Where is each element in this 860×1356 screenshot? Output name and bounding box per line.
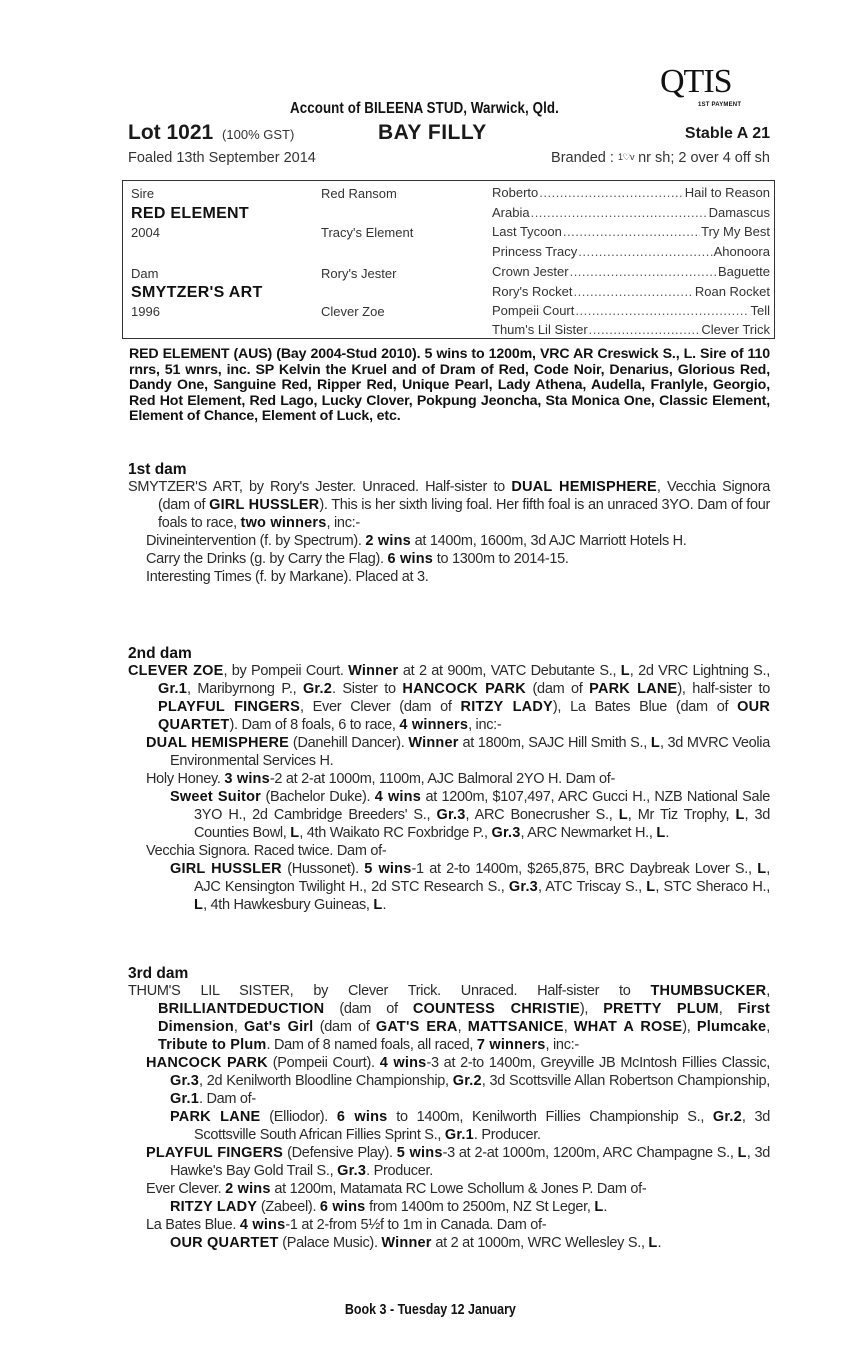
text: . xyxy=(382,897,387,913)
grandparent-row xyxy=(492,303,770,319)
text: , AJC Kensington Twilight H., 2d STC Research S., xyxy=(194,861,770,895)
text: at 1200m, Matamata RC Lowe Schollum & Jones P. Dam of- xyxy=(270,1181,647,1197)
gp-right: Try My Best xyxy=(701,224,770,239)
bold-text: WHAT A ROSE xyxy=(573,1019,683,1035)
text: . Sister to xyxy=(331,681,403,697)
section-heading: 2nd dam xyxy=(128,645,192,662)
bold-text: L xyxy=(735,807,745,823)
text: -3 at 2-to 1400m, Greyville JB McIntosh Fillies Classic, xyxy=(426,1055,770,1071)
first-dam-section xyxy=(128,462,770,586)
bold-text: L xyxy=(757,861,767,877)
leader-dots xyxy=(531,205,708,221)
text: (Hussonet). xyxy=(281,861,365,877)
sire-label: Sire xyxy=(131,186,155,201)
pedigree-paragraph xyxy=(146,550,770,568)
pedigree-paragraph xyxy=(128,982,770,1054)
sire-sire: Red Ransom xyxy=(321,186,397,201)
bold-text: PRETTY PLUM xyxy=(603,1001,719,1017)
vendor-account: Account of BILEENA STUD, Warwick, Qld. xyxy=(290,100,559,117)
pedigree-paragraph xyxy=(170,860,770,914)
text: ), xyxy=(682,1019,697,1035)
text: at 1800m, SAJC Hill Smith S., xyxy=(458,735,651,751)
bold-text: Sweet Suitor xyxy=(170,789,261,805)
qtis-logo xyxy=(660,63,760,112)
bold-text: L xyxy=(618,807,628,823)
bold-text: BRILLIANTDEDUCTION xyxy=(158,1001,325,1017)
text: , Maribyrnong P., xyxy=(187,681,303,697)
text: , Mr Tiz Trophy, xyxy=(627,807,736,823)
text: , 2d VRC Lightning S., xyxy=(629,663,770,679)
text: . xyxy=(603,1199,608,1215)
stable-location: Stable A 21 xyxy=(684,125,770,142)
pedigree-paragraph xyxy=(146,1144,770,1180)
bold-text: two winners xyxy=(240,515,327,531)
text: Interesting Times (f. by Markane). Placed at 3. xyxy=(146,569,429,585)
gp-left: Crown Jester xyxy=(492,264,569,279)
text: from 1400m to 2500m, NZ St Leger, xyxy=(365,1199,595,1215)
bold-text: 7 winners xyxy=(476,1037,546,1053)
text: ), La Bates Blue (dam of xyxy=(552,699,738,715)
text: , 2d Kenilworth Bloodline Championship, xyxy=(199,1073,453,1089)
text: , xyxy=(766,1019,770,1035)
text: , 3d Scottsville Allan Robertson Championship, xyxy=(481,1073,770,1089)
dam-sire: Rory's Jester xyxy=(321,266,397,281)
text: La Bates Blue. xyxy=(146,1217,240,1233)
pedigree-paragraph xyxy=(170,788,771,842)
bold-text: L xyxy=(737,1145,747,1161)
text: (Danehill Dancer). xyxy=(289,735,409,751)
bold-text: Gr.2 xyxy=(452,1073,482,1089)
brand-mark-icon: 1♡v xyxy=(617,152,635,162)
bold-text: 5 wins xyxy=(396,1145,443,1161)
qtis-logo-subtext: 1ST PAYMENT xyxy=(698,102,742,108)
branded-detail: nr sh; 2 over 4 off sh xyxy=(638,150,770,166)
second-dam-section xyxy=(128,646,770,914)
bold-text: 4 winners xyxy=(399,717,469,733)
bold-text: HANCOCK PARK xyxy=(146,1055,268,1071)
text: (dam of xyxy=(324,1001,413,1017)
bold-text: GAT'S ERA xyxy=(375,1019,458,1035)
text: , xyxy=(563,1019,574,1035)
text: to 1400m, Kenilworth Fillies Championship S., xyxy=(387,1109,713,1125)
gp-left: Roberto xyxy=(492,185,539,200)
text: ), xyxy=(579,1001,604,1017)
text: , inc:- xyxy=(545,1037,579,1053)
text: (Elliodor). xyxy=(260,1109,337,1125)
horse-description: BAY FILLY xyxy=(378,121,487,144)
text: . Dam of 8 named foals, all raced, xyxy=(266,1037,477,1053)
text: , 3d Scottsville South African Fillies Sprint S., xyxy=(194,1109,770,1143)
lot-label: Lot 1021 xyxy=(128,121,214,144)
text: -2 at 2-at 1000m, 1100m, AJC Balmoral 2YO H. Dam of- xyxy=(269,771,616,787)
pedigree-paragraph xyxy=(170,1198,770,1216)
text: , 4th Waikato RC Foxbridge P., xyxy=(299,825,492,841)
bold-text: Gr.1 xyxy=(444,1127,474,1143)
bold-text: Gr.2 xyxy=(712,1109,742,1125)
pedigree-paragraph xyxy=(128,478,770,532)
text: , xyxy=(233,1019,245,1035)
text: . xyxy=(657,1235,662,1251)
text: (dam of xyxy=(313,1019,376,1035)
text: ), half-sister to xyxy=(677,681,770,697)
text: . Producer. xyxy=(473,1127,541,1143)
text: (dam of xyxy=(525,681,590,697)
bold-text: HANCOCK PARK xyxy=(402,681,526,697)
grandparent-row xyxy=(492,264,770,280)
pedigree-table xyxy=(122,180,775,339)
text: , 3d MVRC Veolia Environmental Services H. xyxy=(170,735,770,769)
bold-text: Gr.3 xyxy=(491,825,521,841)
foaled-date: Foaled 13th September 2014 xyxy=(128,150,316,166)
bold-text: 6 wins xyxy=(387,551,434,567)
bold-text: 3 wins xyxy=(224,771,270,787)
gp-left: Pompeii Court xyxy=(492,303,575,318)
text: , Ever Clever (dam of xyxy=(299,699,461,715)
bold-text: PLAYFUL FINGERS xyxy=(146,1145,284,1161)
bold-text: Gr.1 xyxy=(158,681,188,697)
gp-right: Baguette xyxy=(717,264,770,279)
bold-text: L xyxy=(373,897,383,913)
pedigree-paragraph xyxy=(146,1180,770,1198)
pedigree-paragraph xyxy=(170,1108,770,1144)
bold-text: Tribute to Plum xyxy=(158,1037,267,1053)
text: , inc:- xyxy=(326,515,360,531)
bold-text: Gr.1 xyxy=(170,1091,200,1107)
bold-text: PARK LANE xyxy=(589,681,678,697)
bold-text: 5 wins xyxy=(364,861,412,877)
dam-label: Dam xyxy=(131,266,159,281)
leader-dots xyxy=(574,284,694,300)
leader-dots xyxy=(539,185,683,201)
section-body xyxy=(128,478,770,586)
leader-dots xyxy=(570,264,717,280)
text: , 4th Hawkesbury Guineas, xyxy=(203,897,374,913)
brand-info xyxy=(551,150,770,166)
gp-right: Damascus xyxy=(708,205,770,220)
dam-year: 1996 xyxy=(131,304,160,319)
pedigree-paragraph xyxy=(170,1234,770,1252)
pedigree-paragraph xyxy=(146,1216,770,1234)
section-heading: 1st dam xyxy=(128,461,187,478)
bold-text: Gr.3 xyxy=(337,1163,367,1179)
text: , 3d Hawke's Bay Gold Trail S., xyxy=(170,1145,770,1179)
bold-text: OUR QUARTET xyxy=(170,1235,279,1251)
sire-summary: RED ELEMENT (AUS) (Bay 2004-Stud 2010). 5 wins to 1200m, VRC AR Creswick S., L. Sire of 110 rnrs, 51 wnrs, inc. SP Kelvin the Kruel and of Dram of Red, Code Noir, Denarius, Glorious Red, Dandy One, Sanguine Red, Ripper Red, Unique Pearl, Lady Athena, Audella, Franlyle, Georgio, Red Hot Element, Red Lago, Lucky Clover, Pokpung Jeoncha, Sta Monica One, Classic Element, Element of Chance, Element of Luck, etc. xyxy=(129,346,770,424)
text: at 2 at 900m, VATC Debutante S., xyxy=(398,663,621,679)
section-body xyxy=(128,662,770,914)
grandparent-row xyxy=(492,284,770,300)
text: , ARC Newmarket H., xyxy=(520,825,657,841)
gp-left: Princess Tracy xyxy=(492,244,578,259)
bold-text: OUR QUARTET xyxy=(158,699,770,733)
pedigree-paragraph xyxy=(146,842,770,860)
text: , by Pompeii Court. xyxy=(223,663,349,679)
text: , xyxy=(766,983,770,999)
bold-text: 6 wins xyxy=(319,1199,366,1215)
pedigree-paragraph xyxy=(146,1054,770,1108)
lot-number xyxy=(128,121,294,145)
text: Carry the Drinks (g. by Carry the Flag). xyxy=(146,551,388,567)
text: , Vecchia Signora (dam of xyxy=(158,479,770,513)
bold-text: 2 wins xyxy=(365,533,411,549)
bold-text: DUAL HEMISPHERE xyxy=(146,735,290,751)
bold-text: CLEVER ZOE xyxy=(128,663,224,679)
dam-name: SMYTZER'S ART xyxy=(131,284,263,301)
pedigree-paragraph xyxy=(146,568,770,586)
bold-text: COUNTESS CHRISTIE xyxy=(412,1001,580,1017)
bold-text: L xyxy=(594,1199,604,1215)
branded-label: Branded : xyxy=(551,150,614,166)
text: Ever Clever. xyxy=(146,1181,226,1197)
bold-text: L xyxy=(290,825,300,841)
sire-dam: Tracy's Element xyxy=(321,225,414,240)
leader-dots xyxy=(589,322,701,338)
gp-right: Tell xyxy=(750,303,770,318)
bold-text: DUAL HEMISPHERE xyxy=(511,479,657,495)
text: ). This is her sixth living foal. Her fifth foal is an unraced 3YO. Dam of four foals to race, xyxy=(158,497,770,531)
gp-left: Last Tycoon xyxy=(492,224,562,239)
gp-left: Rory's Rocket xyxy=(492,284,573,299)
bold-text: Winner xyxy=(381,1235,432,1251)
text: (Pompeii Court). xyxy=(267,1055,380,1071)
text: -1 at 2-from 5½f to 1m in Canada. Dam of- xyxy=(285,1217,547,1233)
bold-text: GIRL HUSSLER xyxy=(170,861,282,877)
third-dam-section xyxy=(128,966,770,1252)
lot-header xyxy=(128,121,770,147)
pedigree-paragraph xyxy=(128,662,770,734)
text: THUM'S LIL SISTER, by Clever Trick. Unraced. Half-sister to xyxy=(128,983,651,999)
gst-note: (100% GST) xyxy=(222,127,295,142)
bold-text: Plumcake xyxy=(696,1019,767,1035)
bold-text: L xyxy=(620,663,630,679)
text: (Palace Music). xyxy=(278,1235,382,1251)
bold-text: 6 wins xyxy=(336,1109,388,1125)
pedigree-paragraph xyxy=(146,770,770,788)
text: ). Dam of 8 foals, 6 to race, xyxy=(229,717,400,733)
bold-text: Gr.3 xyxy=(508,879,538,895)
pedigree-paragraph xyxy=(146,532,770,550)
gp-right: Clever Trick xyxy=(701,322,770,337)
page-footer xyxy=(0,1302,860,1318)
grandparent-row xyxy=(492,185,770,201)
text: . xyxy=(665,825,670,841)
bold-text: Gr.3 xyxy=(436,807,466,823)
bold-text: L xyxy=(194,897,204,913)
text: Divineintervention (f. by Spectrum). xyxy=(146,533,366,549)
section-body xyxy=(128,982,770,1252)
bold-text: 4 wins xyxy=(239,1217,286,1233)
grandparent-row xyxy=(492,224,770,240)
text: , inc:- xyxy=(468,717,502,733)
bold-text: Winner xyxy=(408,735,459,751)
bold-text: MATTSANICE xyxy=(467,1019,564,1035)
bold-text: 2 wins xyxy=(225,1181,271,1197)
sire-year: 2004 xyxy=(131,225,160,240)
qtis-logo-text: QTIS xyxy=(660,63,732,100)
dam-dam: Clever Zoe xyxy=(321,304,385,319)
bold-text: PLAYFUL FINGERS xyxy=(158,699,300,715)
bold-text: PARK LANE xyxy=(170,1109,261,1125)
footer-text: Book 3 - Tuesday 12 January xyxy=(344,1302,516,1318)
bold-text: L xyxy=(648,1235,658,1251)
text: SMYTZER'S ART, by Rory's Jester. Unraced. Half-sister to xyxy=(128,479,512,495)
grandparent-row xyxy=(492,205,770,221)
gp-right: Roan Rocket xyxy=(694,284,770,299)
text: at 1200m, $107,497, ARC Gucci H., NZB National Sale 3YO H., 2d Cambridge Breeders' S., xyxy=(194,789,771,823)
leader-dots xyxy=(563,224,700,240)
bold-text: L xyxy=(650,735,660,751)
text: at 1400m, 1600m, 3d AJC Marriott Hotels H. xyxy=(410,533,687,549)
text: to 1300m to 2014-15. xyxy=(433,551,569,567)
gp-right: Ahonoora xyxy=(713,244,770,259)
text: Holy Honey. xyxy=(146,771,225,787)
bold-text: RITZY LADY xyxy=(170,1199,258,1215)
text: Vecchia Signora. Raced twice. Dam of- xyxy=(146,843,387,859)
text: -1 at 2-to 1400m, $265,875, BRC Daybreak Lover S., xyxy=(411,861,758,877)
text: , STC Sheraco H., xyxy=(655,879,770,895)
leader-dots xyxy=(575,303,749,319)
bold-text: Gr.3 xyxy=(170,1073,200,1089)
text: , ATC Triscay S., xyxy=(537,879,647,895)
text: , xyxy=(718,1001,738,1017)
sire-name: RED ELEMENT xyxy=(131,205,249,222)
pedigree-paragraph xyxy=(146,734,770,770)
text: , xyxy=(457,1019,468,1035)
section-heading: 3rd dam xyxy=(128,965,189,982)
grandparent-row xyxy=(492,322,770,338)
bold-text: First Dimension xyxy=(158,1001,770,1035)
bold-text: RITZY LADY xyxy=(460,699,553,715)
bold-text: Winner xyxy=(348,663,399,679)
bold-text: Gat's Girl xyxy=(244,1019,314,1035)
bold-text: Gr.2 xyxy=(302,681,332,697)
grandparent-row xyxy=(492,244,770,260)
text: , ARC Bonecrusher S., xyxy=(465,807,619,823)
gp-right: Hail to Reason xyxy=(684,185,770,200)
text: (Zabeel). xyxy=(257,1199,320,1215)
text: . Producer. xyxy=(366,1163,433,1179)
text: (Defensive Play). xyxy=(283,1145,397,1161)
bold-text: GIRL HUSSLER xyxy=(209,497,320,513)
text: . Dam of- xyxy=(199,1091,256,1107)
bold-text: 4 wins xyxy=(379,1055,427,1071)
text: , 3d Counties Bowl, xyxy=(194,807,770,841)
gp-left: Arabia xyxy=(492,205,530,220)
bold-text: 4 wins xyxy=(374,789,421,805)
text: at 2 at 1000m, WRC Wellesley S., xyxy=(431,1235,649,1251)
leader-dots xyxy=(578,244,712,260)
bold-text: THUMBSUCKER xyxy=(650,983,767,999)
gp-left: Thum's Lil Sister xyxy=(492,322,588,337)
foaled-brand-line xyxy=(128,150,770,170)
text: -3 at 2-at 1000m, 1200m, ARC Champagne S., xyxy=(442,1145,738,1161)
text: (Bachelor Duke). xyxy=(260,789,375,805)
bold-text: L xyxy=(646,879,656,895)
bold-text: L xyxy=(656,825,666,841)
